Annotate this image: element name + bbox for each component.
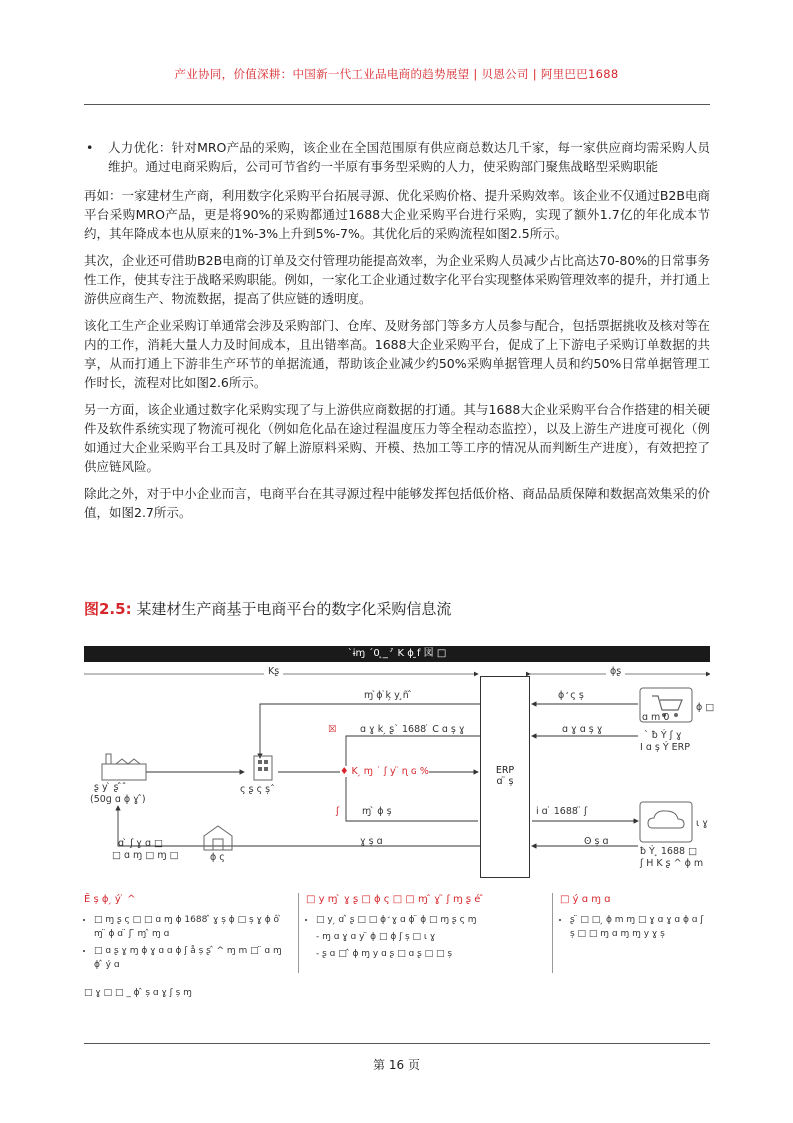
notes-column-2-subitem: - ɱ ɑ ɣ ɑ y ̈ ɸ □ ɸ ʃ ș □ ɩ ɣ [316,932,436,942]
erp-box [480,676,530,878]
cloud-right-label: ɩ ɣ [696,818,708,829]
cart-sublabel-2: I ɑ ș Ý ERP [640,742,690,753]
footer-rule [84,1043,710,1044]
notes-column-1-heading: Ē ș ɸ ̗ ý ̇ ^ [84,894,136,905]
cart-label: ɑ m 0 [642,712,670,723]
notes-column-3-heading: □ ý ɑ ɱ ɑ [560,894,611,905]
red-mark-3: ʃ [336,806,340,817]
arrow-bottom-right-label: ʘ ș ɑ [584,836,609,847]
factory-icon [102,754,146,780]
left-region-label: Kʂ [264,666,283,677]
figure-source: □ ɣ □ □ _ ɸ ̂ ș ɑ ɣ ʃ ș ɱ [84,988,192,998]
body-text [84,138,710,530]
page-header: 产业协同，价值深耕：中国新一代工业品电商的趋势展望 | 贝恩公司 | 阿里巴巴1688 [174,67,619,81]
flow-diagram [84,646,715,886]
notes-column-2-heading: □ y ɱ ̀ ɣ ʂ □ ɸ ς □ □ ɱ ̂ ɣ ̃ ʃ ɱ ʂ é ̂ [306,894,484,905]
arrow-low-label: ɱ ̀ ɸ ș [362,806,392,817]
notes-column-3 [560,893,710,944]
paragraph-1: 再如：一家建材生产商，利用数字化采购平台拓展寻源、优化采购价格、提升采购效率。该企业不仅通过B2B电商平台采购MRO产品，更是将90%的采购都通过1688大企业采购平台进行采购，实现了额外1.7亿的年化成本节约，其年降成本也从原来的1%-3%上升到5%-7%。其优化后的采购流程如图2.5所示。 [84,188,710,241]
truck-sublabel: □ ɑ ɱ □ ɱ □ [112,850,179,861]
truck-label: ɑ ̀ ʃ ɣ ɑ □ [118,838,163,849]
factory-label: ʂ y ̀ ʂ ̂ˆ [94,782,127,793]
diagram-topbar: ˋɨɱ ˊ0 ̨_ ̛ ̉ K ɸ ̱f 図 □ [84,646,710,662]
arrow-bottom [118,806,480,846]
arrow-1688-right-label: ɑ ɣ ɑ ș ɣ [562,724,603,735]
erp-sublabel: ɑ ̈ ș [496,776,514,787]
arrow-top-right-label: ɸ ̛ ς ș [558,690,584,701]
red-mark-2: ♦ K ̗ ɱ ˙ ʃ y ̈ ɳ ɢ % [340,766,429,777]
figure-caption: 某建材生产商基于电商平台的数字化采购信息流 [136,600,452,618]
notes-column-1 [84,893,290,975]
notes-separator [552,893,553,973]
bullet-text: 人力优化：针对MRO产品的采购，该企业在全国范围原有供应商总数达几千家，每一家供应商均需采购人员维护。通过电商采购后，公司可节省约一半原有事务型采购的人力，使采购部门聚焦战略型采购职能 [108,140,710,174]
page-number: 第 16 页 [373,1058,420,1072]
notes-column-1-item: • □ ɑ ʂ ɣ ɱ ɸ ɣ ɑ ɑ ɸ ʃ å ș ʂ ̂ ^ ɱ m □ ̈ ɑ ɱ ɸ ̂ ý ɑ [94,944,290,972]
building-label: ς ʂ ς șˆ [240,784,275,795]
figure-number: 图2.5: [84,600,132,618]
cloud-sublabel-2: ʃ H K ʂ ^ ɸ m [640,858,704,869]
paragraph-2: 其次，企业还可借助B2B电商的订单及交付管理功能提高效率，为企业采购人员减少占比高达70-80%的日常事务性工作，使其专注于战略采购职能。例如，一家化工企业通过数字化平台实现整体采购管理效率的提升，并打通上游供应商生产、物流数据，提高了供应链的透明度。 [84,253,710,306]
cart-sublabel-1: ˋ ƀ Ý ʃ ɣ [644,730,682,741]
erp-name: ERP [495,765,515,776]
cloud-icon [640,802,692,842]
right-region-label: ɸʂ [606,666,625,677]
figure-title [84,598,451,619]
arrow-bottom-label: ɣ ș ɑ [360,836,383,847]
arrow-top-label: ɱ ̀ɸ ̇k̗ y ̧ñ ̂ [364,690,412,701]
paragraph-5: 除此之外，对于中小企业而言，电商平台在其寻源过程中能够发挥包括低价格、商品品质保障和数据高效集采的价值，如图2.7所示。 [84,486,710,520]
arrow-1688-label: ɑ ɣ k ̗ ʂˋ 1688 ̇ C ɑ ș ɣ [360,724,465,735]
factory-sublabel: (50ɡ ɑ ɸ ɣ ̂) [90,794,146,805]
cart-right-label: ɸ □ [696,702,715,713]
paragraph-4: 另一方面，该企业通过数字化采购实现了与上游供应商数据的打通。其与1688大企业采购平台合作搭建的相关硬件及软件系统实现了物流可视化（例如危化品在途过程温度压力等全程动态监控），以及上游生产进度可视化（例如通过大企业采购平台工具及时了解上游原料采购、开模、热加工等工序的情况从而判断生产进度），有效把控了供应链风险。 [84,402,710,474]
notes-column-2-subitem: - ʂ ɑ □ ̂ ɸ ɱ y ɑ ʂ □ ɑ ʂ □ □ ș [316,949,453,959]
paragraph-3: 该化工生产企业采购订单通常会涉及采购部门、仓库、及财务部门等多方人员参与配合，包括票据挑收及核对等在内的工作，消耗大量人力及时间成本，且出错率高。1688大企业采购平台，促成了上下游电子采购订单数据的共享，从而打通上下游非生产环节的单据流通，帮助该企业减少约50%采购单据管理人员和约50%日常单据管理工作时长，流程对比如图2.6所示。 [84,318,710,390]
red-mark-1: ☒ [328,724,337,735]
header-rule [84,104,710,105]
cloud-sublabel-1: ƀ Ý ̧ 1688 □ [640,846,698,857]
building-icon [254,756,272,780]
notes-separator [298,893,299,973]
bullet-dot: • [86,140,94,155]
notes-column-2-item: • □ y ̗ ɑ ̂ ʂ □ □ ɸ ̛ ɣ ɑ ɸ ̈ ɸ □ ɱ ʂ ς ɱ [316,913,542,927]
warehouse-label: ɸ ς [210,852,225,863]
arrow-low-right-label: i ɑ ̇ 1688 ̈ ʃ [536,806,588,817]
figure-notes [84,893,710,1003]
notes-column-1-item: • □ ɱ ʂ ς □ □ ɑ ɱ ɸ 1688 ̂ ɣ ș ɸ □ ș ɣ ɸ ô ̀ ɱ ̈ ɸ ɑ ̈ ʃ ̃ ɱ ̂ ɱ ɑ [94,913,290,941]
bullet-item [84,138,710,176]
notes-column-3-item: • ʂ ̈ □ □ ̗ ɸ m ɱ □ ɣ ɑ ɣ ɑ ɸ ɑ ʃ ș □ □ ɱ ɑ ɱ ɱ y ɣ ș [570,913,710,941]
notes-column-2 [306,893,542,964]
